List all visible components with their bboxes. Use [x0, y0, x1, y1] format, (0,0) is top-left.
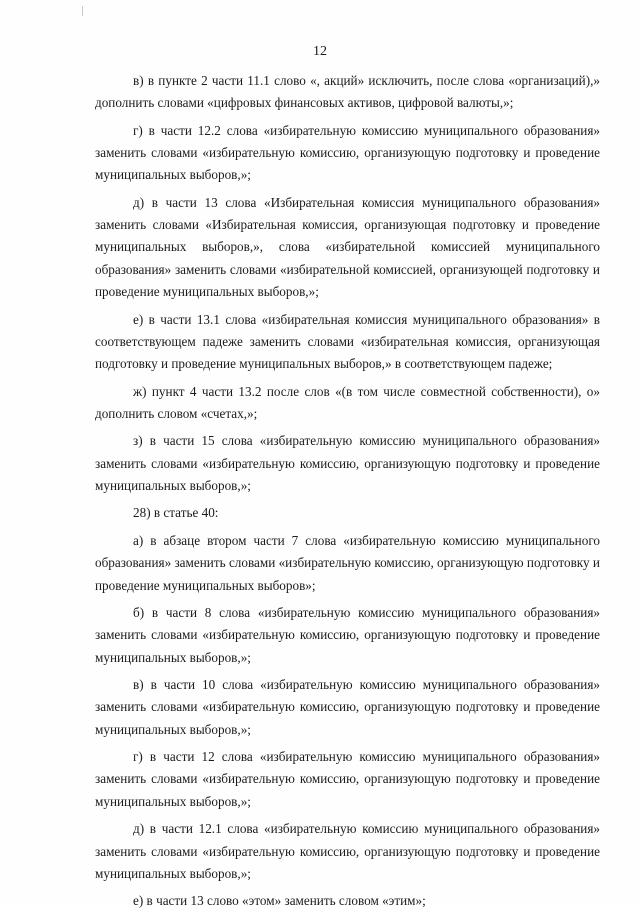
- paragraph-item-d: д) в части 13 слова «Избирательная комиссия муниципального образования» заменить словами «Избирательная комиссия, организующая подготовку и проведение муниципальных выборов,», слова «избирательной комиссией муниципального образования» заменить словами «избирательной комиссией, организующей подготовку и проведение муниципальных выборов,»;: [95, 194, 600, 300]
- paragraph-item-g: г) в части 12.2 слова «избирательную комиссию муниципального образования» заменить словами «избирательную комиссию, организующую подготовку и проведение муниципальных выборов,»;: [95, 122, 600, 183]
- paragraph-item-e: е) в части 13.1 слова «избирательная комиссия муниципального образования» в соответствующем падеже заменить словами «избирательная комиссия, организующая подготовку и проведение муниципальных выборов,» в соответствующем падеже;: [95, 311, 600, 372]
- paragraph-item-e-2: е) в части 13 слово «этом» заменить словом «этим»;: [133, 893, 426, 909]
- paragraph-item-d-2: д) в части 12.1 слова «избирательную комиссию муниципального образования» заменить словами «избирательную комиссию, организующую подготовку и проведение муниципальных выборов,»;: [95, 821, 600, 881]
- paragraph-article-40-heading: 28) в статье 40:: [133, 505, 219, 521]
- scan-edge-mark: [82, 6, 83, 16]
- paragraph-item-v: в) в пункте 2 части 11.1 слово «, акций» исключить, после слова «организаций),» дополнить словами «цифровых финансовых активов, цифровой валюты,»;: [95, 73, 600, 111]
- document-body: [95, 70, 600, 918]
- paragraph-item-z: з) в части 15 слова «избирательную комиссию муниципального образования» заменить словами «избирательную комиссию, организующую подготовку и проведение муниципальных выборов,»;: [95, 433, 600, 493]
- paragraph-item-a: а) в абзаце втором части 7 слова «избирательную комиссию муниципального образования» заменить словами «избирательную комиссию, организующую подготовку и проведение муниципальных выборов»;: [95, 532, 600, 593]
- paragraph-item-b: б) в части 8 слова «избирательную комиссию муниципального образования» заменить словами «избирательную комиссию, организующую подготовку и проведение муниципальных выборов,»;: [95, 605, 600, 665]
- paragraph-item-g-2: г) в части 12 слова «избирательную комиссию муниципального образования» заменить словами «избирательную комиссию, организующую подготовку и проведение муниципальных выборов,»;: [95, 749, 600, 809]
- page-number: 12: [313, 44, 327, 59]
- paragraph-item-zh: ж) пункт 4 части 13.2 после слов «(в том числе совместной собственности), о» дополнить словом «счетах,»;: [95, 383, 600, 421]
- paragraph-item-v-2: в) в части 10 слова «избирательную комиссию муниципального образования» заменить словами «избирательную комиссию, организующую подготовку и проведение муниципальных выборов,»;: [95, 677, 600, 737]
